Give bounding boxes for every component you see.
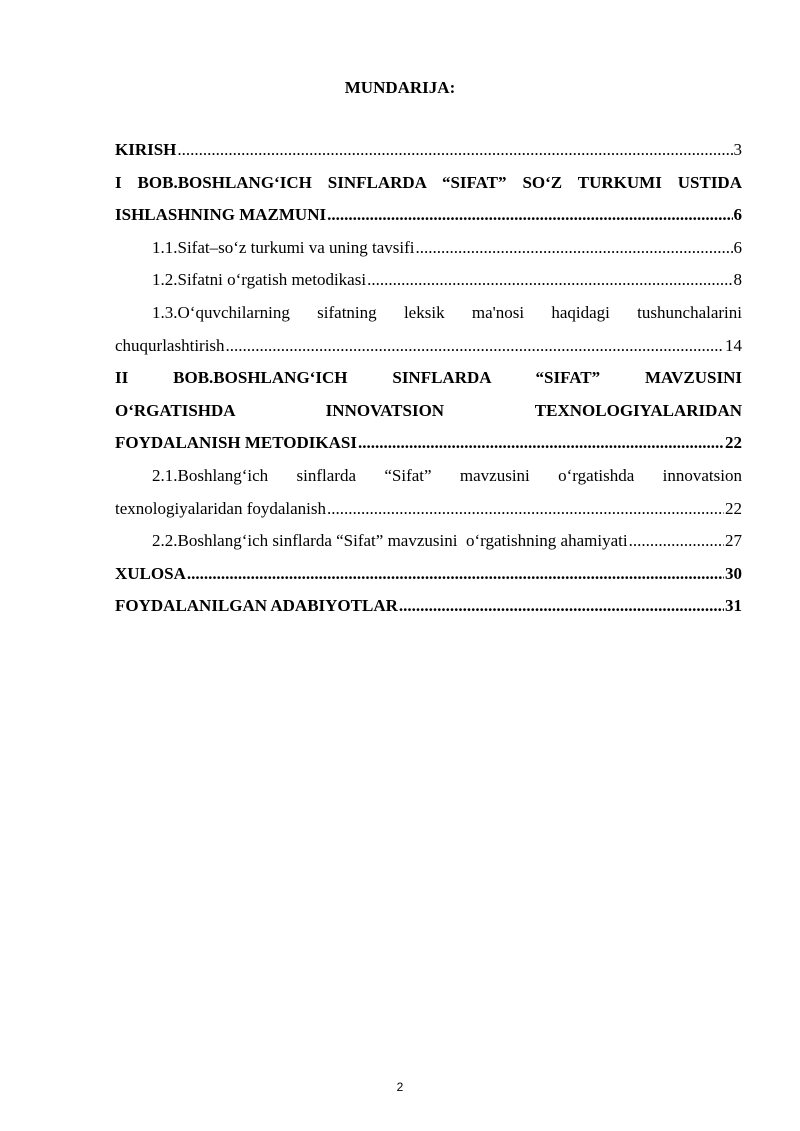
- toc-page-number: 27: [725, 531, 742, 551]
- page-title: MUNDARIJA:: [344, 78, 456, 97]
- page-number: 2: [396, 1080, 404, 1094]
- toc-entry-adabiyotlar[interactable]: [115, 590, 742, 623]
- toc-entry-bob1-line1[interactable]: I BOB.BOSHLANG‘ICH SINFLARDA “SIFAT” SO‘Z TURKUMI USTIDA: [115, 172, 742, 192]
- toc-page-number: 14: [725, 335, 742, 355]
- toc-leader-dots: [226, 330, 724, 363]
- toc-leader-dots: [327, 493, 724, 526]
- toc-entry-text: XULOSA: [115, 563, 186, 583]
- toc-page-number: 8: [733, 270, 742, 290]
- toc-entry-bob2[interactable]: [115, 427, 742, 460]
- toc-leader-dots: [177, 134, 732, 167]
- toc-leader-dots: [629, 525, 724, 558]
- table-of-contents: [115, 134, 742, 623]
- toc-entry-bob1[interactable]: [115, 199, 742, 232]
- toc-page-number: 22: [725, 498, 742, 518]
- toc-entry-2-1-line1[interactable]: 2.1.Boshlang‘ich sinflarda “Sifat” mavzusini o‘rgatishda innovatsion: [152, 465, 742, 485]
- toc-entry-text: FOYDALANILGAN ADABIYOTLAR: [115, 596, 398, 616]
- toc-leader-dots: [399, 590, 724, 623]
- toc-entry-xulosa[interactable]: [115, 558, 742, 591]
- toc-leader-dots: [187, 558, 724, 591]
- toc-leader-dots: [358, 427, 724, 460]
- toc-entry-bob2-line1[interactable]: II BOB.BOSHLANG‘ICH SINFLARDA “SIFAT” MAVZUSINI: [115, 368, 742, 388]
- toc-entry-1-1[interactable]: [115, 232, 742, 265]
- toc-entry-text: 2.2.Boshlang‘ich sinflarda “Sifat” mavzusini o‘rgatishning ahamiyati: [152, 531, 628, 551]
- toc-entry-text: 1.2.Sifatni o‘rgatish metodikasi: [152, 270, 367, 290]
- toc-page-number: 3: [733, 140, 742, 159]
- toc-entry-kirish[interactable]: [115, 134, 742, 167]
- toc-page-number: 6: [733, 205, 742, 225]
- toc-entry-text: ISHLASHNING MAZMUNI: [115, 205, 327, 225]
- toc-entry-2-1[interactable]: [115, 493, 742, 526]
- toc-page-number: 6: [733, 237, 742, 257]
- toc-leader-dots: [416, 232, 733, 265]
- toc-page-number: 31: [725, 596, 742, 616]
- toc-entry-2-2[interactable]: [115, 525, 742, 558]
- toc-entry-1-3[interactable]: [115, 330, 742, 363]
- toc-entry-1-3-line1[interactable]: 1.3.O‘quvchilarning sifatning leksik ma'nosi haqidagi tushunchalarini: [152, 302, 742, 322]
- toc-entry-1-2[interactable]: [115, 264, 742, 297]
- toc-page-number: 22: [725, 433, 742, 453]
- toc-entry-text: texnologiyalaridan foydalanish: [115, 498, 327, 518]
- toc-entry-text: 1.1.Sifat–so‘z turkumi va uning tavsifi: [152, 237, 415, 257]
- toc-entry-text: chuqurlashtirish: [115, 335, 225, 355]
- toc-entry-text: KIRISH: [115, 140, 177, 159]
- toc-entry-text: FOYDALANISH METODIKASI: [115, 433, 357, 453]
- toc-page-number: 30: [725, 563, 742, 583]
- toc-entry-bob2-line2[interactable]: O‘RGATISHDA INNOVATSION TEXNOLOGIYALARIDAN: [115, 400, 742, 420]
- toc-leader-dots: [327, 199, 732, 232]
- toc-leader-dots: [367, 264, 732, 297]
